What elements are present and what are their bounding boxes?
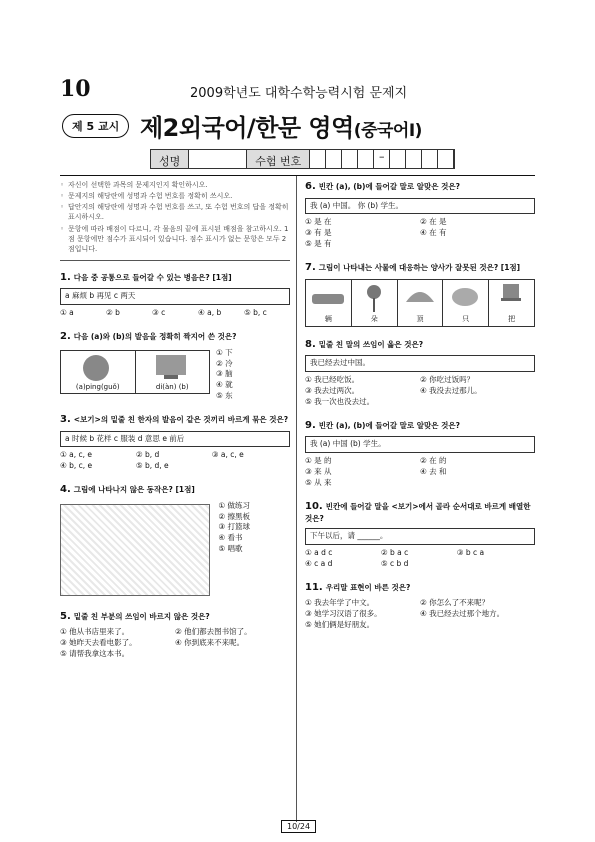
answer-option[interactable]: ① a: [60, 308, 74, 318]
question-number: 3.: [60, 414, 71, 426]
answer-option[interactable]: ⑤ 请帮我拿这本书。: [60, 648, 130, 658]
question-1: [60, 271, 290, 319]
answer-option[interactable]: ④ c a d: [305, 558, 333, 568]
period-badge: 제 5 교시: [62, 114, 129, 138]
question-text: 밑줄 친 말의 쓰임이 옳은 것은?: [318, 339, 424, 349]
question-title: [305, 261, 535, 276]
subject-sub: (중국어Ⅰ): [353, 121, 422, 141]
id-cell[interactable]: [390, 150, 406, 168]
question-number: 6.: [305, 181, 316, 192]
question-6: [305, 180, 535, 250]
question-number: 2.: [60, 331, 71, 343]
question-5: [60, 610, 290, 660]
answer-option[interactable]: ④ a, b: [198, 308, 222, 318]
question-box: 我 (a) 中国。 你 (b) 学生。: [305, 198, 535, 215]
answer-option[interactable]: ⑤ 我一次也没去过。: [305, 396, 375, 406]
answer-option[interactable]: ③ c: [152, 308, 166, 318]
instructions: [60, 180, 290, 254]
question-title: [60, 413, 290, 428]
name-id-box: [150, 149, 455, 169]
question-number: 4.: [60, 484, 71, 496]
picture-caption: 把: [508, 315, 516, 324]
answer-option[interactable]: ① 做练习: [218, 500, 250, 510]
answer-option[interactable]: ③ 有 是: [305, 228, 332, 238]
question-text: 빈칸에 들어갈 말을 <보기>에서 골라 순서대로 바르게 배열한 것은?: [305, 501, 531, 523]
question-text: 우리말 표현이 바른 것은?: [325, 582, 411, 592]
answer-option[interactable]: ④ 你到底来不来呢。: [175, 638, 245, 648]
answer-options: [60, 450, 290, 472]
answer-option[interactable]: ③ 我去过两次。: [305, 385, 360, 395]
answer-option[interactable]: ④ 我已经去过那个地方。: [420, 608, 505, 618]
question-text: 다음 중 공통으로 들어갈 수 있는 병음은? [1점]: [73, 272, 232, 282]
question-title: [60, 271, 290, 286]
question-title: [305, 419, 535, 434]
answer-option[interactable]: ⑤ 唱歌: [218, 544, 243, 554]
answer-option[interactable]: ② 你吃过饭吗？: [420, 374, 475, 384]
picture-caption: 朵: [370, 315, 378, 324]
answer-option[interactable]: ③ 打篮球: [218, 522, 250, 532]
answer-option[interactable]: ⑤ 她们俩是好朋友。: [305, 619, 375, 629]
question-number: 7.: [305, 262, 316, 273]
answer-option[interactable]: ① a, c, e: [60, 450, 92, 460]
answer-options: [60, 308, 290, 319]
header-rule: [60, 175, 535, 176]
picture-strip: [305, 279, 535, 327]
answer-option[interactable]: ② b, d: [135, 450, 160, 460]
question-text: 빈칸 (a), (b)에 들어갈 말로 알맞은 것은?: [318, 420, 460, 430]
question-title: [305, 500, 535, 525]
classroom-illustration: [60, 504, 210, 596]
question-number: 11.: [305, 581, 323, 593]
question-8: [305, 338, 535, 408]
answer-option[interactable]: ④ 在 有: [420, 228, 447, 238]
answer-options: [60, 627, 290, 660]
question-number: 10.: [305, 500, 323, 512]
answer-option[interactable]: ⑤ b, d, e: [135, 461, 169, 471]
answer-option[interactable]: ① 是 的: [305, 455, 332, 465]
picture-caption: (a)ping(guǒ): [75, 382, 120, 391]
answer-option[interactable]: ① 我已经吃饭。: [305, 374, 360, 384]
right-column: [305, 180, 535, 642]
question-7: [305, 261, 535, 327]
picture-caption: 辆: [324, 315, 332, 324]
id-dash: –: [374, 150, 390, 168]
answer-option[interactable]: ④ 去 和: [420, 466, 447, 476]
answer-option[interactable]: ③ 来 从: [305, 466, 332, 476]
answer-option[interactable]: ② 他们都去图书馆了。: [175, 627, 252, 637]
instructions-rule: [60, 260, 290, 261]
answer-option[interactable]: ⑤ 从 来: [305, 477, 332, 487]
answer-option[interactable]: ③ a, c, e: [211, 450, 244, 460]
answer-option[interactable]: ③ b c a: [456, 547, 485, 557]
instruction-item: ◦ 문항에 따라 배점이 다르니, 각 물음의 끝에 표시된 배점을 참고하시오. 1점 문항에만 점수가 표시되어 있습니다. 점수 표시가 없는 문항은 모두 2점입니다.: [60, 224, 290, 254]
answer-option[interactable]: ② b: [106, 308, 120, 318]
id-label: 수험 번호: [247, 150, 310, 168]
id-cell[interactable]: [358, 150, 374, 168]
answer-option[interactable]: ① a d c: [305, 547, 333, 557]
answer-option[interactable]: ① 是 在: [305, 217, 332, 227]
answer-option[interactable]: ② 擦黑板: [218, 511, 250, 521]
question-9: [305, 419, 535, 489]
hat-icon: [398, 280, 442, 314]
question-box: a 时候 b 花样 c 服装 d 意思 e 前后: [60, 431, 290, 448]
question-text: 그림이 나타내는 사물에 대응하는 양사가 잘못된 것은? [1점]: [318, 263, 521, 272]
picture-caption: 顶: [416, 315, 424, 324]
computer-image: [136, 351, 210, 393]
cap-image: [398, 280, 444, 326]
picture-caption: di(àn) (b): [155, 382, 189, 391]
question-10: [305, 500, 535, 570]
name-field[interactable]: [189, 150, 247, 168]
answer-option[interactable]: ⑤ c b d: [380, 558, 409, 568]
answer-options: [305, 217, 535, 250]
answer-option[interactable]: ④ b, c, e: [60, 461, 93, 471]
question-number: 5.: [60, 610, 71, 622]
id-cell[interactable]: [310, 150, 326, 168]
answer-options: [305, 375, 535, 408]
instruction-item: ◦ 자신이 선택한 과목의 문제지인지 확인하시오.: [60, 180, 290, 190]
answer-options: [305, 548, 535, 570]
question-box: 我已经去过中国。: [305, 355, 535, 372]
car-image: [306, 280, 352, 326]
id-cell[interactable]: [342, 150, 358, 168]
answer-option[interactable]: ⑤ b, c: [244, 308, 267, 318]
answer-option[interactable]: ④ 就: [216, 380, 233, 390]
answer-option[interactable]: ① 我去年学了中文。: [305, 598, 375, 607]
subject-main: 제2외국어/한문 영역: [140, 114, 354, 142]
chair-image: [489, 280, 534, 326]
instruction-item: ◦ 문제지의 해당란에 성명과 수험 번호를 정확히 쓰시오.: [60, 191, 290, 201]
answer-option[interactable]: ③ 她昨天去看电影了。: [60, 638, 137, 648]
id-cell[interactable]: [406, 150, 422, 168]
answer-option[interactable]: ② 在 是: [420, 217, 447, 227]
answer-option[interactable]: ④ 我没去过那儿。: [420, 385, 482, 395]
question-number: 8.: [305, 338, 316, 350]
question-text: 다음 (a)와 (b)의 발음을 정확히 짝지어 쓴 것은?: [73, 332, 237, 342]
answer-option[interactable]: ④ 看书: [218, 533, 243, 543]
question-number: 9.: [305, 419, 316, 431]
page-number: 10: [60, 76, 91, 102]
sheep-icon: [443, 280, 487, 314]
computer-icon: [136, 351, 206, 385]
answer-option[interactable]: ② 冷: [216, 358, 233, 368]
answer-option[interactable]: ③ 脑: [216, 369, 233, 379]
question-4: [60, 483, 290, 599]
question-box: a 麻烦 b 再见 c 两天: [60, 288, 290, 305]
question-text: 그림에 나타나지 않은 동작은? [1점]: [73, 485, 195, 495]
page-footer: 10/24: [281, 820, 316, 833]
question-title: [60, 610, 290, 625]
answer-option[interactable]: ② 在 的: [420, 455, 447, 465]
name-label: 성명: [151, 150, 189, 168]
question-box: 下午以后，请 ______。: [305, 528, 535, 545]
instruction-item: ◦ 답안지의 해당란에 성명과 수험 번호를 쓰고, 또 수험 번호의 답을 정확히 표시하시오.: [60, 202, 290, 222]
question-text: 밑줄 친 부분의 쓰임이 바르지 않은 것은?: [73, 611, 210, 621]
answer-option[interactable]: ② b a c: [380, 547, 409, 557]
picture-box: [60, 350, 210, 394]
question-box: 我 (a) 中国 (b) 学生。: [305, 436, 535, 453]
question-title: [305, 180, 535, 195]
answer-options: [305, 598, 535, 631]
subject-title: [140, 108, 422, 143]
question-2: [60, 330, 290, 402]
question-text: <보기>의 밑줄 친 한자의 발음이 같은 것끼리 바르게 묶은 것은?: [73, 415, 289, 425]
exam-title: 2009학년도 대학수학능력시험 문제지: [190, 86, 408, 101]
answer-option[interactable]: ② 你怎么了不来呢？: [420, 598, 490, 607]
answer-option[interactable]: ① 他从书店里来了。: [60, 627, 130, 637]
question-title: [60, 330, 290, 345]
chair-icon: [489, 280, 533, 314]
id-cell[interactable]: [438, 150, 454, 168]
question-title: [60, 483, 290, 498]
answer-option[interactable]: ① 下: [216, 347, 233, 357]
answer-option[interactable]: ③ 她学习汉语了很多。: [305, 608, 382, 618]
flower-icon: [352, 280, 396, 314]
answer-option[interactable]: ⑤ 东: [216, 391, 233, 401]
id-cell[interactable]: [326, 150, 342, 168]
question-title: [305, 338, 535, 353]
question-number: 1.: [60, 271, 71, 283]
column-divider: [296, 176, 297, 822]
flower-image: [352, 280, 398, 326]
apple-icon: [61, 351, 131, 385]
answer-option[interactable]: ⑤ 是 有: [305, 239, 332, 249]
picture-caption: 只: [462, 315, 470, 324]
question-11: [305, 581, 535, 631]
question-title: [305, 581, 535, 596]
question-3: [60, 413, 290, 472]
question-text: 빈칸 (a), (b)에 들어갈 말로 알맞은 것은?: [318, 182, 460, 191]
answer-options: [218, 501, 250, 555]
car-icon: [306, 280, 350, 314]
left-column: [60, 180, 290, 671]
answer-options: [305, 456, 535, 489]
sheep-image: [443, 280, 489, 326]
answer-options: [216, 348, 233, 402]
id-cell[interactable]: [422, 150, 438, 168]
apple-image: [61, 351, 136, 393]
